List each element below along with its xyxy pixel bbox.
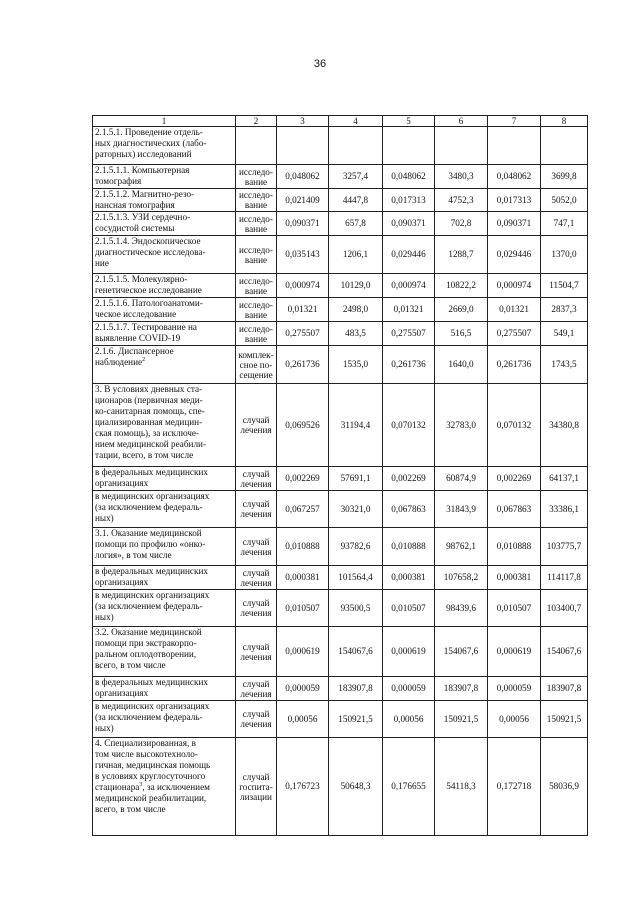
row-unit: случай лечения (236, 566, 277, 590)
value-cell: 33386,1 (541, 491, 588, 528)
value-cell: 1370,0 (541, 236, 588, 274)
value-cell: 0,000381 (488, 566, 541, 590)
value-cell: 0,090371 (383, 212, 435, 236)
value-cell: 3257,4 (329, 165, 383, 189)
table-row (93, 528, 588, 566)
value-cell: 154067,6 (541, 627, 588, 677)
value-cell: 0,048062 (488, 165, 541, 189)
value-cell: 114117,8 (541, 566, 588, 590)
value-cell: 0,01321 (383, 298, 435, 322)
column-header: 1 (93, 116, 236, 127)
row-name: в медицинских организациях (за исключением федераль- ных) (93, 701, 236, 738)
value-cell: 150921,5 (541, 701, 588, 738)
table-row (93, 274, 588, 298)
value-cell: 0,275507 (383, 322, 435, 346)
value-cell: 1206,1 (329, 236, 383, 274)
value-cell: 98762,1 (435, 528, 488, 566)
table-row (93, 566, 588, 590)
value-cell: 0,010507 (383, 590, 435, 627)
value-cell: 0,010507 (488, 590, 541, 627)
value-cell: 4447,8 (329, 189, 383, 212)
value-cell: 702,8 (435, 212, 488, 236)
value-cell: 98439,6 (435, 590, 488, 627)
table-body (93, 116, 588, 836)
value-cell: 0,048062 (277, 165, 329, 189)
value-cell (541, 127, 588, 165)
value-cell: 31194,4 (329, 384, 383, 467)
value-cell: 34380,8 (541, 384, 588, 467)
row-unit: случай госпита- лизации (236, 738, 277, 836)
table-row (93, 346, 588, 384)
column-header: 2 (236, 116, 277, 127)
value-cell: 0,172718 (488, 738, 541, 836)
value-cell: 0,035143 (277, 236, 329, 274)
row-unit: случай лечения (236, 528, 277, 566)
value-cell: 0,000619 (383, 627, 435, 677)
volume-cost-table (92, 115, 588, 836)
row-name: в медицинских организациях (за исключением федераль- ных) (93, 590, 236, 627)
value-cell (329, 127, 383, 165)
value-cell: 0,070132 (383, 384, 435, 467)
value-cell: 0,176723 (277, 738, 329, 836)
page-number: 36 (313, 58, 327, 70)
value-cell: 3699,8 (541, 165, 588, 189)
value-cell: 58036,9 (541, 738, 588, 836)
value-cell: 2498,0 (329, 298, 383, 322)
row-unit: случай лечения (236, 467, 277, 491)
column-header: 8 (541, 116, 588, 127)
column-header: 5 (383, 116, 435, 127)
value-cell: 93782,6 (329, 528, 383, 566)
value-cell: 0,261736 (277, 346, 329, 384)
value-cell: 0,01321 (488, 298, 541, 322)
value-cell: 0,010888 (277, 528, 329, 566)
row-name: 2.1.5.1.7. Тестирование на выявление COVID-19 (93, 322, 236, 346)
value-cell: 0,000059 (277, 677, 329, 701)
value-cell: 183907,8 (541, 677, 588, 701)
row-name: в федеральных медицинских организациях (93, 677, 236, 701)
value-cell: 0,067863 (383, 491, 435, 528)
value-cell: 101564,4 (329, 566, 383, 590)
value-cell: 0,029446 (488, 236, 541, 274)
value-cell: 0,275507 (277, 322, 329, 346)
row-name: 2.1.5.1.1. Компьютерная томография (93, 165, 236, 189)
value-cell: 0,067863 (488, 491, 541, 528)
value-cell: 183907,8 (435, 677, 488, 701)
value-cell: 0,021409 (277, 189, 329, 212)
value-cell (277, 127, 329, 165)
value-cell: 103400,7 (541, 590, 588, 627)
row-name: 3.2. Оказание медицинской помощи при экстракорпо- ральном оплодотворении, всего, в том числе (93, 627, 236, 677)
value-cell: 0,002269 (277, 467, 329, 491)
value-cell: 657,8 (329, 212, 383, 236)
table-row (93, 127, 588, 165)
value-cell: 2837,3 (541, 298, 588, 322)
footnote-marker: 2 (142, 356, 146, 363)
value-cell: 0,090371 (488, 212, 541, 236)
value-cell (383, 127, 435, 165)
value-cell: 1288,7 (435, 236, 488, 274)
row-unit: случай лечения (236, 627, 277, 677)
row-name: 4. Специализированная, в том числе высокотехноло- гичная, медицинская помощь в условиях круглосуточного стационара$^3$, за исключением медицинской реабилитации, всего, в том числе (93, 738, 236, 836)
value-cell: 150921,5 (329, 701, 383, 738)
row-name: в медицинских организациях (за исключением федераль- ных) (93, 491, 236, 528)
value-cell: 60874,9 (435, 467, 488, 491)
row-name: 3. В условиях дневных ста- ционаров (первичная меди- ко-санитарная помощь, спе- циализированная медицин- ская помощь), за исключе- нием медицинской реабили- тации, всего, в том числе (93, 384, 236, 467)
row-unit: исследо- вание (236, 274, 277, 298)
table-row (93, 491, 588, 528)
value-cell: 0,000059 (488, 677, 541, 701)
value-cell: 549,1 (541, 322, 588, 346)
value-cell: 0,029446 (383, 236, 435, 274)
footnote-marker: 3 (139, 781, 143, 788)
value-cell: 0,000974 (488, 274, 541, 298)
value-cell: 0,070132 (488, 384, 541, 467)
value-cell: 10129,0 (329, 274, 383, 298)
value-cell: 0,010507 (277, 590, 329, 627)
value-cell: 0,002269 (488, 467, 541, 491)
value-cell: 3480,3 (435, 165, 488, 189)
table-row (93, 738, 588, 836)
row-unit: исследо- вание (236, 322, 277, 346)
row-unit: случай лечения (236, 677, 277, 701)
row-unit: исследо- вание (236, 189, 277, 212)
row-name: 2.1.5.1.5. Молекулярно- генетическое исследование (93, 274, 236, 298)
table-row (93, 590, 588, 627)
value-cell: 747,1 (541, 212, 588, 236)
value-cell: 1640,0 (435, 346, 488, 384)
table-row (93, 701, 588, 738)
table-row (93, 677, 588, 701)
value-cell: 0,000619 (488, 627, 541, 677)
value-cell: 93500,5 (329, 590, 383, 627)
table-row (93, 322, 588, 346)
value-cell: 1743,5 (541, 346, 588, 384)
value-cell (435, 127, 488, 165)
row-unit: исследо- вание (236, 165, 277, 189)
column-header: 4 (329, 116, 383, 127)
value-cell: 183907,8 (329, 677, 383, 701)
value-cell: 0,000381 (383, 566, 435, 590)
value-cell: 0,010888 (383, 528, 435, 566)
row-unit: случай лечения (236, 491, 277, 528)
row-name: 2.1.5.1. Проведение отдель- ных диагностических (лабо- раторных) исследований (93, 127, 236, 165)
value-cell: 57691,1 (329, 467, 383, 491)
row-unit: случай лечения (236, 701, 277, 738)
table-row (93, 384, 588, 467)
row-name: 2.1.5.1.3. УЗИ сердечно- сосудистой системы (93, 212, 236, 236)
table-row (93, 189, 588, 212)
value-cell: 50648,3 (329, 738, 383, 836)
value-cell: 0,069526 (277, 384, 329, 467)
value-cell: 1535,0 (329, 346, 383, 384)
value-cell: 154067,6 (435, 627, 488, 677)
value-cell: 5052,0 (541, 189, 588, 212)
value-cell: 516,5 (435, 322, 488, 346)
value-cell: 64137,1 (541, 467, 588, 491)
value-cell: 0,017313 (383, 189, 435, 212)
value-cell: 0,017313 (488, 189, 541, 212)
row-unit: случай лечения (236, 384, 277, 467)
value-cell: 0,010888 (488, 528, 541, 566)
row-unit: случай лечения (236, 590, 277, 627)
value-cell: 0,01321 (277, 298, 329, 322)
row-name: 2.1.5.1.4. Эндоскопическое диагностическое исследова- ние (93, 236, 236, 274)
row-name: 2.1.5.1.2. Магнитно-резо- нансная томография (93, 189, 236, 212)
row-unit: исследо- вание (236, 298, 277, 322)
value-cell (488, 127, 541, 165)
value-cell: 0,00056 (277, 701, 329, 738)
row-name: 2.1.6. Диспансерное наблюдение$^2$ (93, 346, 236, 384)
value-cell: 0,275507 (488, 322, 541, 346)
table-row (93, 298, 588, 322)
value-cell: 10822,2 (435, 274, 488, 298)
value-cell: 107658,2 (435, 566, 488, 590)
value-cell: 0,000619 (277, 627, 329, 677)
column-header: 7 (488, 116, 541, 127)
table-row (93, 212, 588, 236)
row-name: 2.1.5.1.6. Патологоанатоми- ческое исследование (93, 298, 236, 322)
value-cell: 0,261736 (383, 346, 435, 384)
row-unit: исследо- вание (236, 212, 277, 236)
value-cell: 0,090371 (277, 212, 329, 236)
value-cell: 0,176655 (383, 738, 435, 836)
value-cell: 54118,3 (435, 738, 488, 836)
value-cell: 103775,7 (541, 528, 588, 566)
value-cell: 0,000974 (277, 274, 329, 298)
value-cell: 0,000381 (277, 566, 329, 590)
value-cell: 0,000059 (383, 677, 435, 701)
table-row (93, 236, 588, 274)
column-header: 3 (277, 116, 329, 127)
row-name: 3.1. Оказание медицинской помощи по профилю «онко- логия», в том числе (93, 528, 236, 566)
column-number-row (93, 116, 588, 127)
column-header: 6 (435, 116, 488, 127)
value-cell: 0,261736 (488, 346, 541, 384)
value-cell: 30321,0 (329, 491, 383, 528)
value-cell: 2669,0 (435, 298, 488, 322)
value-cell: 0,002269 (383, 467, 435, 491)
value-cell: 154067,6 (329, 627, 383, 677)
table-row (93, 467, 588, 491)
value-cell: 11504,7 (541, 274, 588, 298)
value-cell: 0,067257 (277, 491, 329, 528)
row-unit (236, 127, 277, 165)
value-cell: 0,048062 (383, 165, 435, 189)
row-unit: комплек- сное по- сещение (236, 346, 277, 384)
row-unit: исследо- вание (236, 236, 277, 274)
table-row (93, 165, 588, 189)
value-cell: 0,000974 (383, 274, 435, 298)
value-cell: 150921,5 (435, 701, 488, 738)
value-cell: 31843,9 (435, 491, 488, 528)
value-cell: 4752,3 (435, 189, 488, 212)
row-name: в федеральных медицинских организациях (93, 467, 236, 491)
value-cell: 483,5 (329, 322, 383, 346)
row-name: в федеральных медицинских организациях (93, 566, 236, 590)
table-row (93, 627, 588, 677)
value-cell: 0,00056 (383, 701, 435, 738)
value-cell: 0,00056 (488, 701, 541, 738)
value-cell: 32783,0 (435, 384, 488, 467)
